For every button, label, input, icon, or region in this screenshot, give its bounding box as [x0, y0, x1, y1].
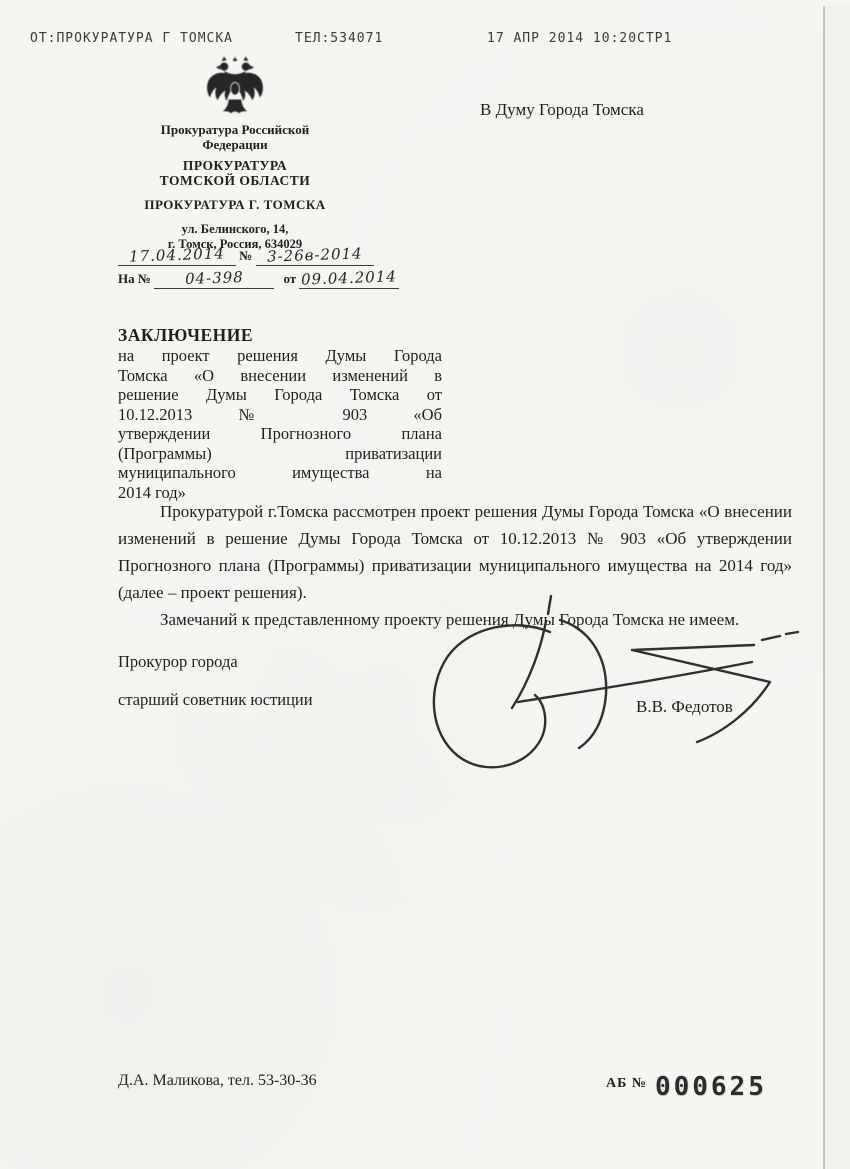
org-name-federation-line2: Федерации: [202, 137, 268, 152]
subject-line: решение Думы Города Томска от: [118, 385, 442, 404]
reference-line: [118, 269, 399, 289]
ref-from-label: от: [283, 271, 297, 286]
signer-name: В.В. Федотов: [636, 697, 733, 716]
fax-tel: ТЕЛ:534071: [295, 31, 384, 46]
address-street: ул. Белинского, 14,: [181, 222, 289, 236]
subject-line: муниципального имущества на: [118, 463, 442, 482]
letterhead: [115, 54, 355, 251]
signature-scribble-icon: [400, 588, 800, 778]
org-name-oblast-line2: ТОМСКОЙ ОБЛАСТИ: [159, 173, 311, 188]
subject-line: утверждении Прогнозного плана: [118, 424, 442, 443]
handwritten-outgoing-date: 17.04.2014: [118, 246, 236, 266]
form-number-stamp: [606, 1072, 767, 1102]
fax-page-number: СТР1: [637, 31, 673, 46]
body-paragraph: Замечаний к представленному проекту решения Думы Города Томска не имеем.: [160, 610, 740, 629]
handwritten-ref-date: 09.04.2014: [301, 267, 398, 289]
subject-line: (Программы) приватизации: [118, 443, 442, 463]
executor-contact: Д.А. Маликова, тел. 53-30-36: [118, 1072, 317, 1089]
handwritten-ref-number: 04-398: [154, 269, 274, 289]
conclusion-title: ЗАКЛЮЧЕНИЕ: [118, 325, 254, 345]
double-headed-eagle-icon: [115, 54, 355, 114]
signer-position-line2: старший советник юстиции: [118, 690, 313, 709]
body-paragraph: Прокуратурой г.Томска рассмотрен проект решения Думы Города Томска «О внесении изменений в решение Думы Города Томска от 10.12.2013 № 903 «Об утверждении Прогнозного плана (Программы) приватизации муниципального имущества на 2014 год» (далее – проект решения).: [118, 502, 792, 602]
number-sign-label: №: [239, 248, 253, 263]
subject-line: 10.12.2013 № 903 «Об: [118, 404, 442, 424]
org-name-oblast-line1: ПРОКУРАТУРА: [182, 158, 288, 173]
ref-label: На №: [118, 271, 151, 286]
subject-line: 2014 год»: [118, 482, 186, 502]
addressee: В Думу Города Томска: [480, 100, 644, 119]
org-name-federation-line1: Прокуратура Российской: [160, 122, 310, 137]
conclusion-heading: [118, 325, 442, 502]
fax-datetime: 17 АПР 2014 10:20: [487, 31, 638, 46]
address-city: г. Томск, Россия, 634029: [167, 236, 303, 251]
subject-line: на проект решения Думы Города: [118, 346, 442, 365]
handwritten-outgoing-number: 3-26в-2014: [256, 246, 374, 266]
signer-position-line1: Прокурор города: [118, 652, 238, 671]
outgoing-date-line: [118, 246, 374, 266]
form-number: 000625: [654, 1072, 767, 1102]
fax-from: ОТ:ПРОКУРАТУРА Г ТОМСКА: [30, 31, 234, 46]
form-series-label: АБ №: [606, 1076, 647, 1091]
scan-edge-line: [823, 6, 850, 1169]
org-name-city: ПРОКУРАТУРА Г. ТОМСКА: [144, 197, 326, 212]
subject-line: Томска «О внесении изменений в: [118, 365, 442, 385]
